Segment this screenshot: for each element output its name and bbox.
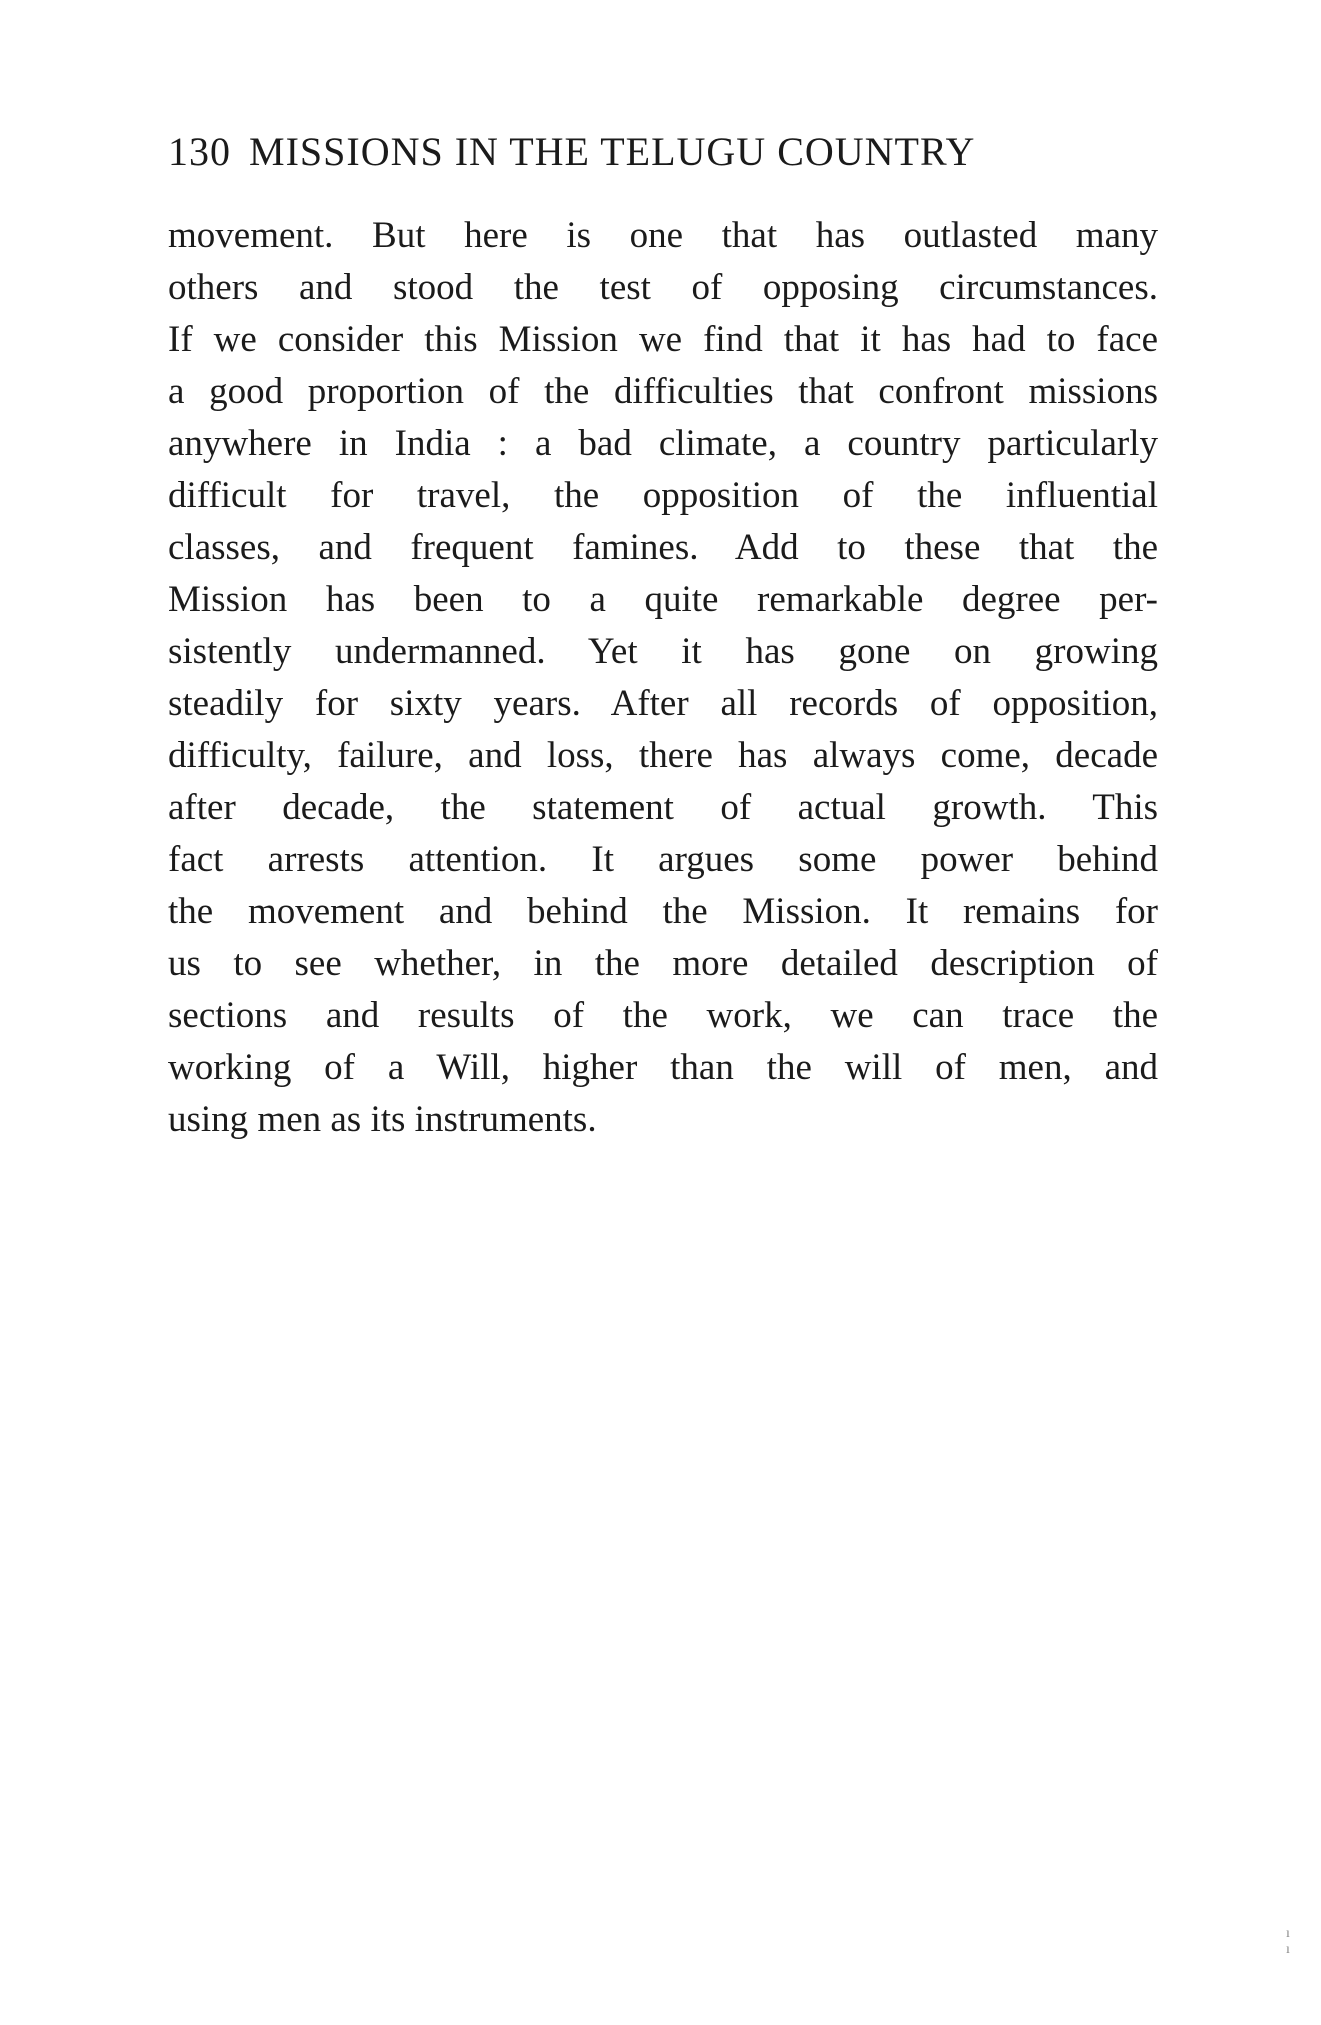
text-line: Mission has been to a quite remarkable degree per-	[168, 579, 1158, 620]
text-line-last: using men as its instruments.	[168, 1099, 597, 1140]
text-line: movement. But here is one that has outlasted many	[168, 215, 1158, 256]
text-line: difficulty, failure, and loss, there has always come, decade	[168, 735, 1158, 776]
text-line: sections and results of the work, we can trace the	[168, 995, 1158, 1036]
text-line: working of a Will, higher than the will of men, and	[168, 1047, 1158, 1088]
scan-specks: ı ı	[1286, 1926, 1298, 1957]
running-head	[168, 128, 975, 176]
running-title: MISSIONS IN THE TELUGU COUNTRY	[249, 129, 976, 174]
text-line: the movement and behind the Mission. It remains for	[168, 891, 1158, 932]
text-line: us to see whether, in the more detailed description of	[168, 943, 1158, 984]
page-number: 130	[168, 129, 231, 174]
text-line: difficult for travel, the opposition of the influential	[168, 475, 1158, 516]
body-paragraph	[168, 210, 1158, 1146]
text-line: anywhere in India : a bad climate, a country particularly	[168, 423, 1158, 464]
text-line: sistently undermanned. Yet it has gone on growing	[168, 631, 1158, 672]
text-line: steadily for sixty years. After all records of opposition,	[168, 683, 1158, 724]
text-line: others and stood the test of opposing circumstances.	[168, 267, 1158, 308]
text-line: fact arrests attention. It argues some power behind	[168, 839, 1158, 880]
text-line: classes, and frequent famines. Add to these that the	[168, 527, 1158, 568]
text-line: If we consider this Mission we find that it has had to face	[168, 319, 1158, 360]
text-line: a good proportion of the difficulties that confront missions	[168, 371, 1158, 412]
text-line: after decade, the statement of actual growth. This	[168, 787, 1158, 828]
